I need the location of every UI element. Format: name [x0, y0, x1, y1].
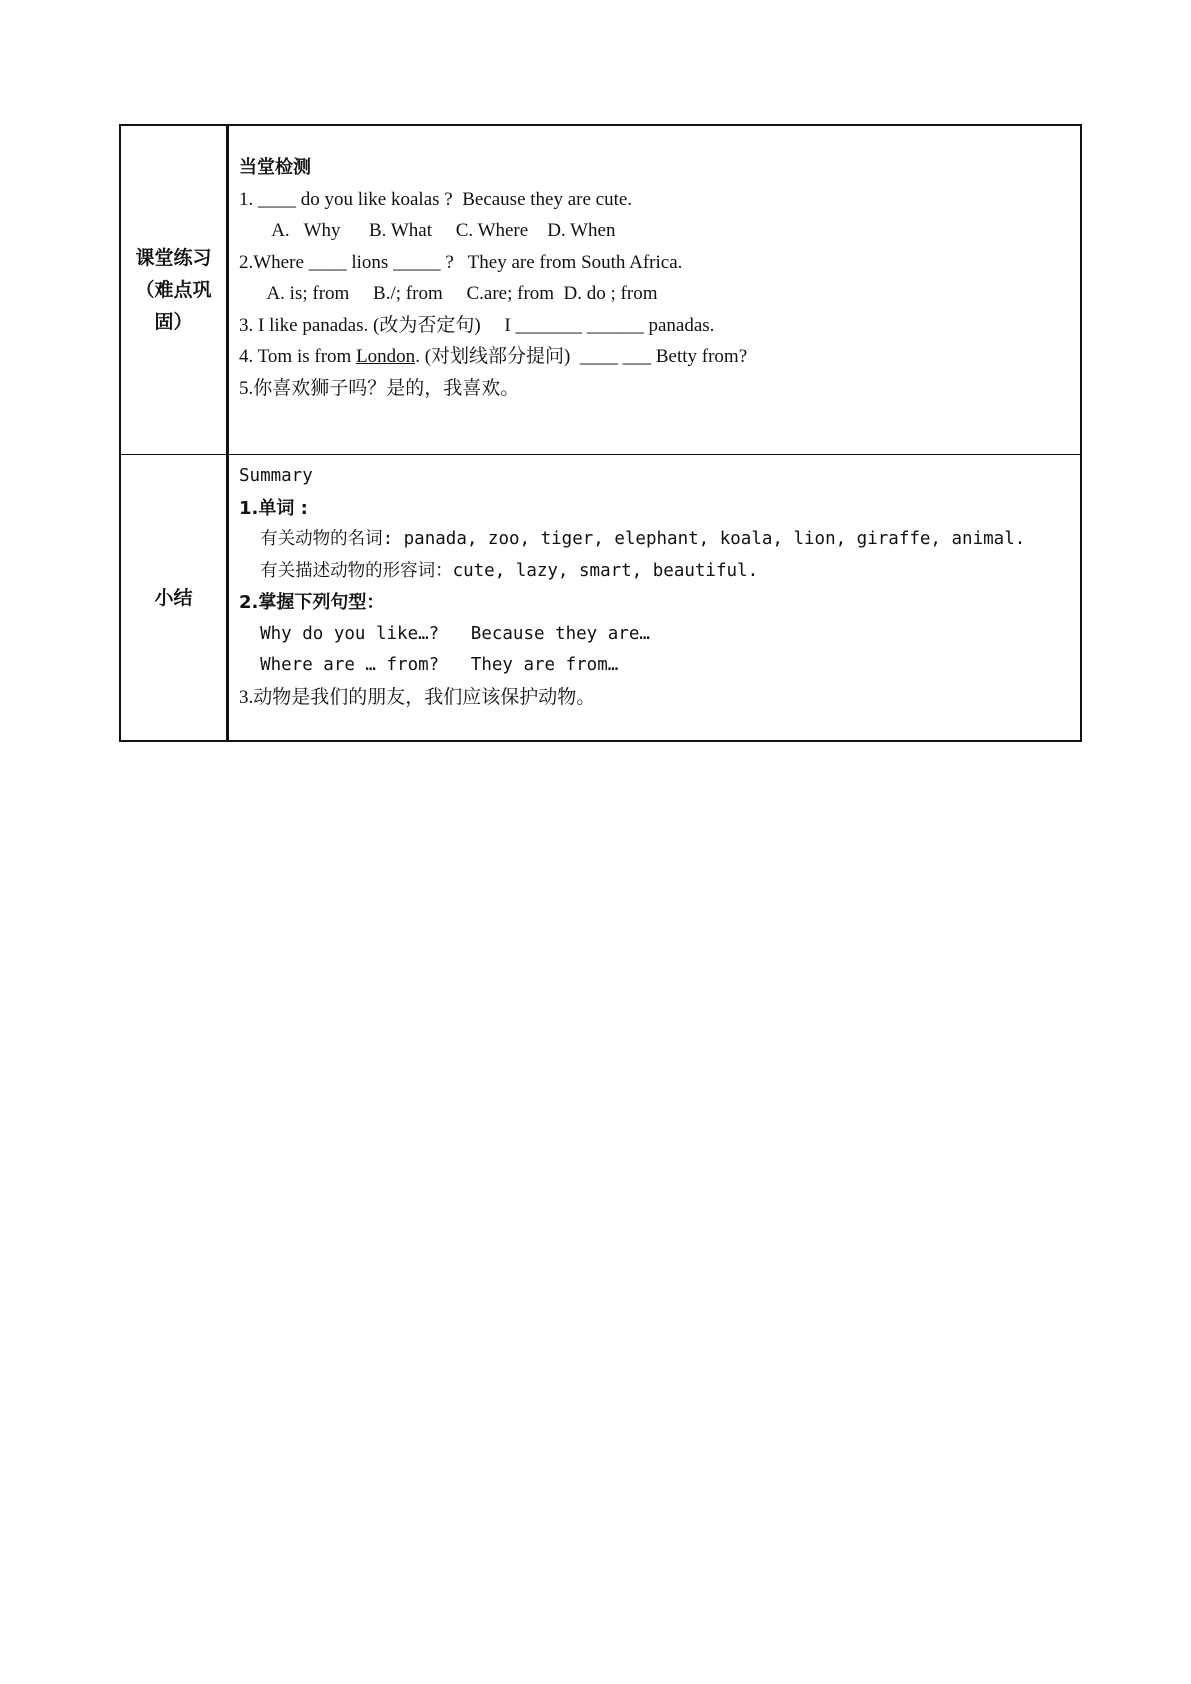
lesson-table	[119, 124, 1082, 742]
question-5: 5.你喜欢狮子吗？是的，我喜欢。	[239, 377, 520, 399]
summary-section-3: 3.动物是我们的朋友，我们应该保护动物。	[239, 686, 596, 708]
summary-label-cell	[120, 455, 228, 742]
question-4-suffix: . (对划线部分提问) ____ ___ Betty from?	[415, 346, 748, 367]
question-2-options: A. is; from B./; from C.are; from D. do ; from	[239, 283, 658, 304]
summary-section-2-heading: 2.掌握下列句型：	[239, 592, 385, 613]
practice-content-cell	[228, 125, 1082, 455]
question-1: 1. ____ do you like koalas ? Because they are cute.	[239, 188, 633, 210]
summary-section-1-heading: 1.单词 :	[239, 497, 308, 519]
summary-row	[120, 455, 1081, 742]
summary-pattern-1: Why do you like…? Because they are…	[239, 623, 650, 644]
question-4-underlined-word: London	[356, 346, 416, 367]
summary-title: Summary	[239, 466, 313, 486]
summary-adjectives: 有关描述动物的形容词：cute, lazy, smart, beautiful.	[239, 560, 759, 581]
practice-label: 课堂练习 （难点巩固）	[135, 247, 212, 333]
question-2: 2.Where ____ lions _____ ? They are from South Africa.	[239, 251, 683, 273]
summary-pattern-2: Where are … from? They are from…	[239, 655, 619, 675]
summary-label: 小结	[154, 586, 193, 609]
summary-nouns: 有关动物的名词: panada, zoo, tiger, elephant, koala, lion, giraffe, animal.	[239, 529, 1026, 549]
question-4-prefix: 4. Tom is from	[239, 346, 357, 367]
practice-label-cell	[120, 125, 228, 455]
practice-title: 当堂检测	[239, 157, 311, 178]
question-4	[239, 341, 1068, 373]
summary-content-cell	[228, 455, 1082, 742]
question-3: 3. I like panadas. (改为否定句) I _______ ______ panadas.	[239, 314, 715, 336]
practice-row	[120, 125, 1081, 455]
question-1-options: A. Why B. What C. Where D. When	[239, 220, 616, 241]
